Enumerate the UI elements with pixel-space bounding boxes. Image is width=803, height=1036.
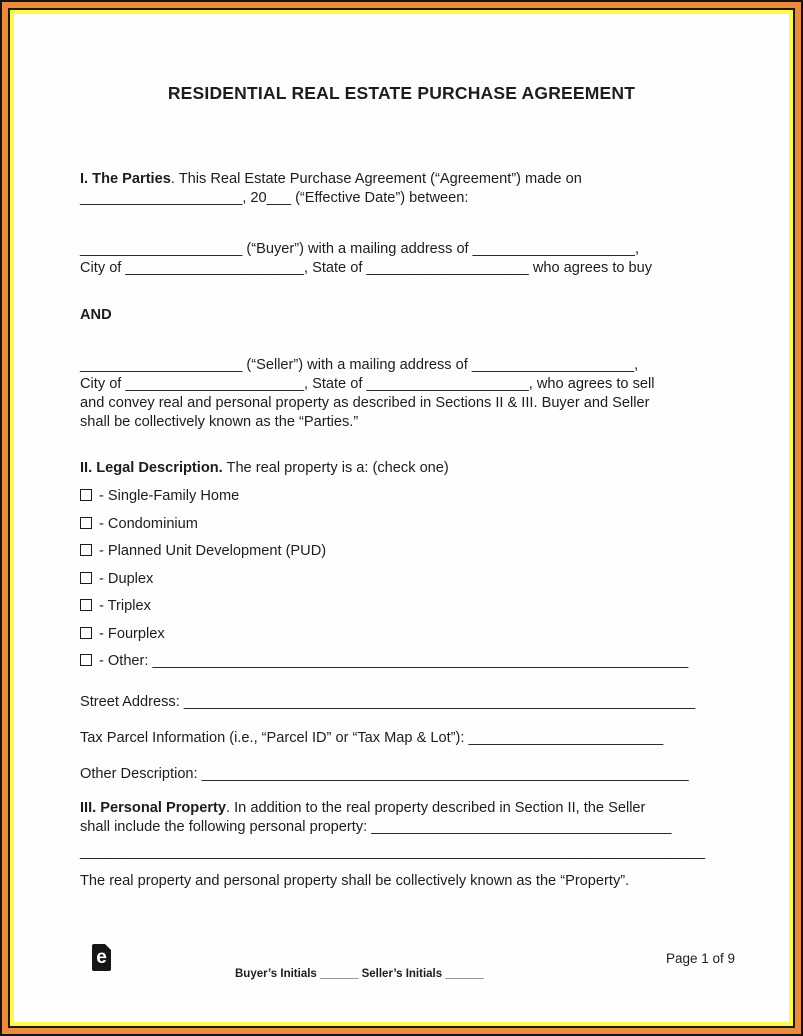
personal-property-heading: III. Personal Property — [80, 800, 226, 816]
eforms-logo-letter: e — [96, 947, 107, 968]
property-definition-line: The real property and personal property shall be collectively known as the “Property”. — [80, 873, 630, 889]
parties-line-1-text: . This Real Estate Purchase Agreement (“Agreement”) made on — [170, 171, 582, 187]
document-title: RESIDENTIAL REAL ESTATE PURCHASE AGREEMENT — [167, 83, 636, 103]
checkbox-icon[interactable] — [80, 627, 92, 639]
personal-property-line-2: shall include the following personal property: _____________________________________ — [80, 819, 672, 835]
checkbox-option-condominium[interactable] — [80, 515, 723, 534]
checkbox-label: - Duplex — [99, 570, 154, 587]
section-parties — [80, 170, 723, 208]
checkbox-label: - Planned Unit Development (PUD) — [99, 543, 327, 559]
legal-description-heading: II. Legal Description. — [80, 460, 223, 476]
checkbox-option-other[interactable] — [80, 652, 723, 671]
buyer-line-1: ____________________ (“Buyer”) with a mailing address of ____________________, — [80, 241, 640, 257]
page-number: Page 1 of 9 — [665, 951, 735, 966]
parties-line-2: ____________________, 20___ (“Effective Date”) between: — [80, 190, 469, 206]
checkbox-option-duplex[interactable] — [80, 570, 723, 589]
document-page — [14, 14, 789, 1022]
seller-line-2: City of ______________________, State of ____________________, who agrees to sell — [80, 376, 655, 392]
checkbox-label: - Triplex — [99, 598, 151, 614]
seller-line-3: and convey real and personal property as described in Sections II & III. Buyer and Seller — [80, 395, 650, 411]
checkbox-icon[interactable] — [80, 489, 92, 501]
checkbox-icon[interactable] — [80, 517, 92, 529]
legal-description-heading-text: The real property is a: (check one) — [222, 460, 449, 476]
checkbox-option-single-family[interactable] — [80, 487, 723, 506]
seller-initials-blank: ______ — [445, 968, 484, 980]
checkbox-icon[interactable] — [80, 572, 92, 584]
street-address-field: Street Address: _______________________________________________________________ — [80, 694, 696, 710]
legal-description-heading-line — [80, 459, 723, 478]
checkbox-label: - Single-Family Home — [99, 488, 240, 504]
checkbox-label: - Other: __________________________________________________________________ — [99, 653, 689, 669]
tax-parcel-field: Tax Parcel Information (i.e., “Parcel ID” or “Tax Map & Lot”): ________________________ — [80, 730, 664, 746]
buyer-initials-label: Buyer’s Initials — [235, 968, 317, 980]
personal-property-blank-line: _____________________________________________________________________________ — [80, 844, 705, 860]
seller-line-1: ____________________ (“Seller”) with a mailing address of ____________________, — [80, 357, 639, 373]
seller-line-4: shall be collectively known as the “Parties.” — [80, 414, 359, 430]
initials-line — [235, 967, 484, 982]
checkbox-label: - Condominium — [99, 515, 198, 532]
checkbox-icon[interactable] — [80, 654, 92, 666]
parties-line-1 — [80, 170, 723, 189]
page-frame-yellow — [10, 10, 793, 1026]
checkbox-icon[interactable] — [80, 544, 92, 556]
checkbox-label: - Fourplex — [99, 625, 165, 642]
checkbox-icon[interactable] — [80, 599, 92, 611]
seller-initials-label: Seller’s Initials — [361, 968, 443, 980]
and-label: AND — [80, 307, 112, 323]
buyer-line-2: City of ______________________, State of ____________________ who agrees to buy — [80, 260, 653, 276]
checkbox-option-triplex[interactable] — [80, 597, 723, 616]
property-type-checklist — [80, 487, 723, 671]
page-frame-inner-line — [8, 8, 795, 1028]
section-personal-property — [80, 799, 723, 837]
seller-paragraph — [80, 356, 723, 432]
other-description-field: Other Description: ____________________________________________________________ — [80, 766, 689, 782]
parties-heading: I. The Parties — [80, 171, 171, 187]
page-frame-orange — [2, 2, 801, 1034]
buyer-paragraph — [80, 240, 723, 278]
personal-property-line-1-text: . In addition to the real property described in Section II, the Seller — [226, 800, 646, 816]
checkbox-option-pud[interactable] — [80, 542, 723, 561]
checkbox-option-fourplex[interactable] — [80, 625, 723, 644]
eforms-logo-icon — [92, 944, 111, 971]
buyer-initials-blank: ______ — [320, 968, 359, 980]
personal-property-line-1 — [80, 799, 723, 818]
